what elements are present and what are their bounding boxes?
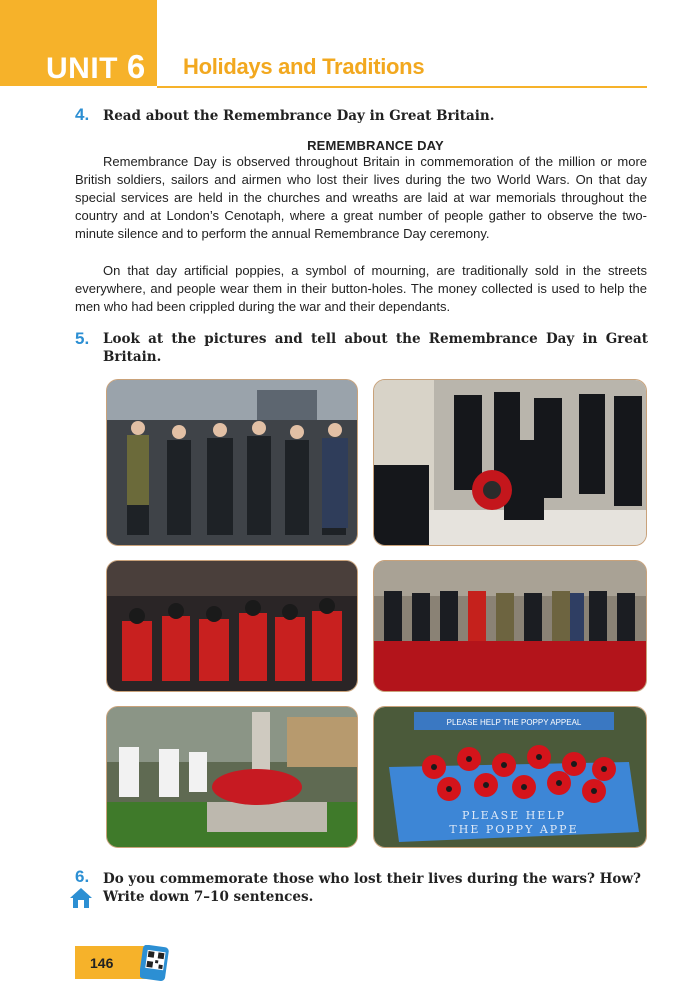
task-4-number: 4. <box>75 105 90 124</box>
unit-title: Holidays and Traditions <box>183 54 425 79</box>
photo-poppy-appeal-box <box>373 706 647 848</box>
article-title: REMEMBRANCE DAY <box>307 138 444 153</box>
task-6-number: 6. <box>75 867 90 886</box>
photo-dignitaries <box>106 379 358 546</box>
page-number: 146 <box>90 955 114 971</box>
unit-number: 6 <box>126 48 146 85</box>
unit-label <box>46 48 146 86</box>
qr-code-icon[interactable] <box>140 945 170 981</box>
poppy-box-line2: THE POPPY APPE <box>449 823 579 836</box>
photo-chelsea-pensioners <box>106 560 358 692</box>
poppy-box-line1: PLEASE HELP <box>461 809 567 822</box>
task-5-instruction: Look at the pictures and tell about the Remembrance Day in Great Britain. <box>103 331 648 365</box>
task-5-number: 5. <box>75 329 90 348</box>
photo-poppy-field-soldiers <box>373 560 647 692</box>
header-divider <box>157 86 647 88</box>
article-paragraph-1: Remembrance Day is observed throughout Britain in commemoration of the million or more British soldiers, sailors and airmen who lost their lives during the two World Wars. On that day special services are held in the churches and wreaths are laid at war memorials throughout the country and at London’s Cenotaph, where a great number of people gather to observe the two-minute silence and to perform the annual Remembrance Day ceremony. <box>75 154 647 241</box>
unit-word: UNIT <box>46 52 118 85</box>
photo-wreath-laying <box>373 379 647 546</box>
task-6-instruction: Do you commemorate those who lost their lives during the wars? How? Write down 7–10 sentences. <box>103 871 641 905</box>
poppy-box-top-text: PLEASE HELP THE POPPY APPEAL <box>446 718 582 727</box>
photo-war-memorial-service <box>106 706 358 848</box>
article-paragraph-2: On that day artificial poppies, a symbol of mourning, are traditionally sold in the streets everywhere, and people wear them in their button-holes. The money collected is used to help the men who had been crippled during the war and their dependants. <box>75 263 647 314</box>
home-icon <box>69 886 93 910</box>
task-4-instruction: Read about the Remembrance Day in Great Britain. <box>103 108 495 124</box>
